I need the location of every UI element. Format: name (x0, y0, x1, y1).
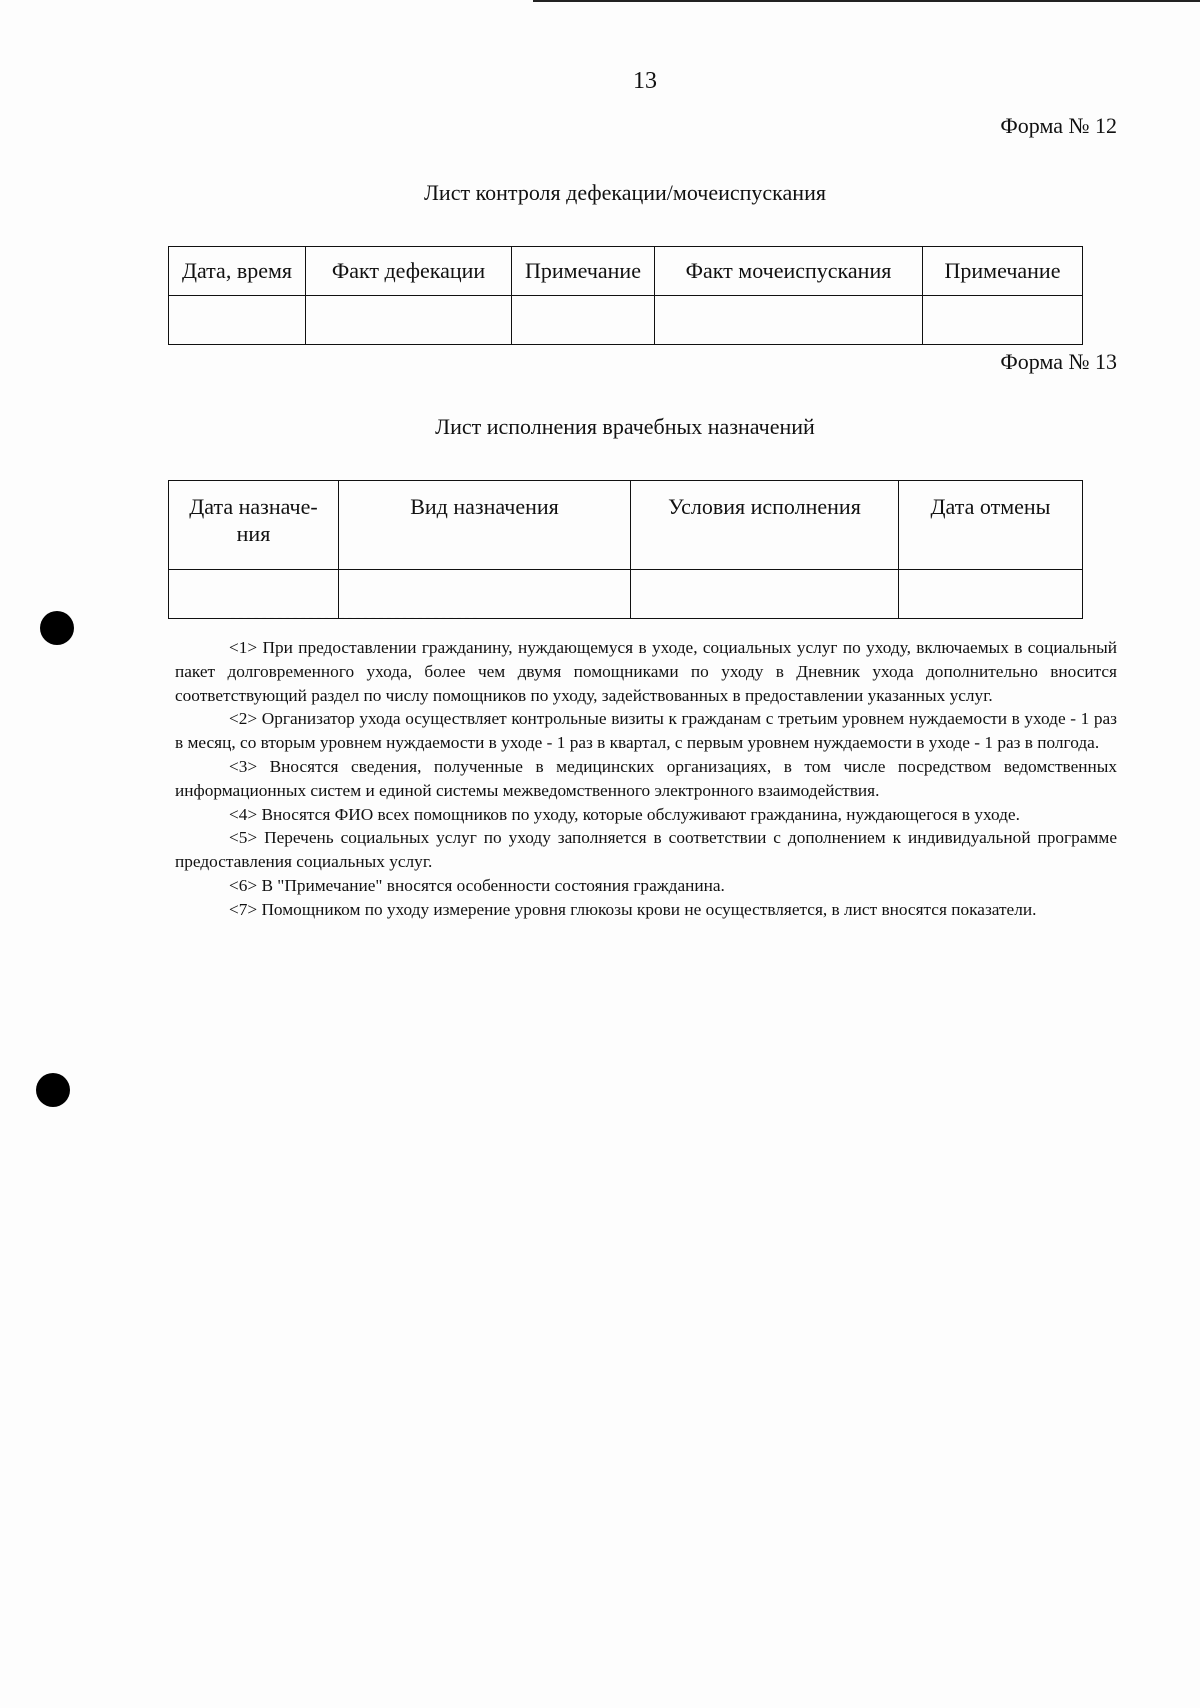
table-row (169, 296, 1083, 345)
empty-cell[interactable] (169, 296, 306, 345)
top-edge-rule (533, 0, 1200, 2)
footnote-2: <2> Организатор ухода осуществляет контрольные визиты к гражданам с третьим уровнем нуждаемости в уходе - 1 раз в месяц, со вторым уровнем нуждаемости в уходе - 1 раз в квартал, с первым уровнем нуждаемости в уходе - 1 раз в полгода. (175, 709, 1117, 753)
empty-cell[interactable] (655, 296, 923, 345)
header-note: Примечание (923, 247, 1083, 296)
form-12-title: Лист контроля дефекации/мочеиспускания (424, 180, 826, 205)
footnote-separator: -------------------------------- (229, 611, 479, 626)
empty-cell[interactable] (899, 570, 1083, 619)
page-number: 13 (633, 68, 657, 94)
form-13-title: Лист исполнения врачебных назначений (435, 414, 815, 439)
medical-prescriptions-table (168, 480, 1083, 619)
header-prescription-date: Дата назначе-ния (169, 481, 339, 570)
header-defecation-fact: Факт дефекации (306, 247, 512, 296)
empty-cell[interactable] (923, 296, 1083, 345)
header-execution-conditions: Условия исполнения (631, 481, 899, 570)
defecation-urination-table (168, 246, 1083, 345)
header-prescription-type: Вид назначения (339, 481, 631, 570)
header-note: Примечание (512, 247, 655, 296)
table-header-row (169, 247, 1083, 296)
empty-cell[interactable] (512, 296, 655, 345)
footnote-5: <5> Перечень социальных услуг по уходу заполняется в соответствии с дополнением к индивидуальной программе предоставления социальных услуг. (175, 828, 1117, 872)
footnote-4: <4> Вносятся ФИО всех помощников по уходу, которые обслуживают гражданина, нуждающегося в уходе. (229, 804, 1020, 824)
header-date-time: Дата, время (169, 247, 306, 296)
form-13-label: Форма № 13 (1000, 349, 1117, 374)
header-urination-fact: Факт мочеиспускания (655, 247, 923, 296)
footnotes (175, 636, 1117, 922)
form-12-label: Форма № 12 (1000, 113, 1117, 138)
punch-hole (36, 1073, 70, 1107)
footnote-1: <1> При предоставлении гражданину, нуждающемуся в уходе, социальных услуг по уходу, включаемых в социальный пакет долговременного ухода, более чем двумя помощниками по уходу в Дневник ухода дополнительно вносится соответствующий раздел по числу помощников по уходу, задействованных в предоставлении указанных услуг. (175, 638, 1117, 705)
punch-hole (40, 611, 74, 645)
table-header-row (169, 481, 1083, 570)
empty-cell[interactable] (306, 296, 512, 345)
footnote-3: <3> Вносятся сведения, полученные в медицинских организациях, в том числе посредством ведомственных информационных систем и единой системы межведомственного электронного взаимодействия. (175, 756, 1117, 800)
empty-cell[interactable] (631, 570, 899, 619)
header-cancellation-date: Дата отмены (899, 481, 1083, 570)
footnote-7: <7> Помощником по уходу измерение уровня глюкозы крови не осуществляется, в лист вносятся показатели. (229, 899, 1037, 919)
footnote-6: <6> В "Примечание" вносятся особенности состояния гражданина. (229, 875, 725, 895)
